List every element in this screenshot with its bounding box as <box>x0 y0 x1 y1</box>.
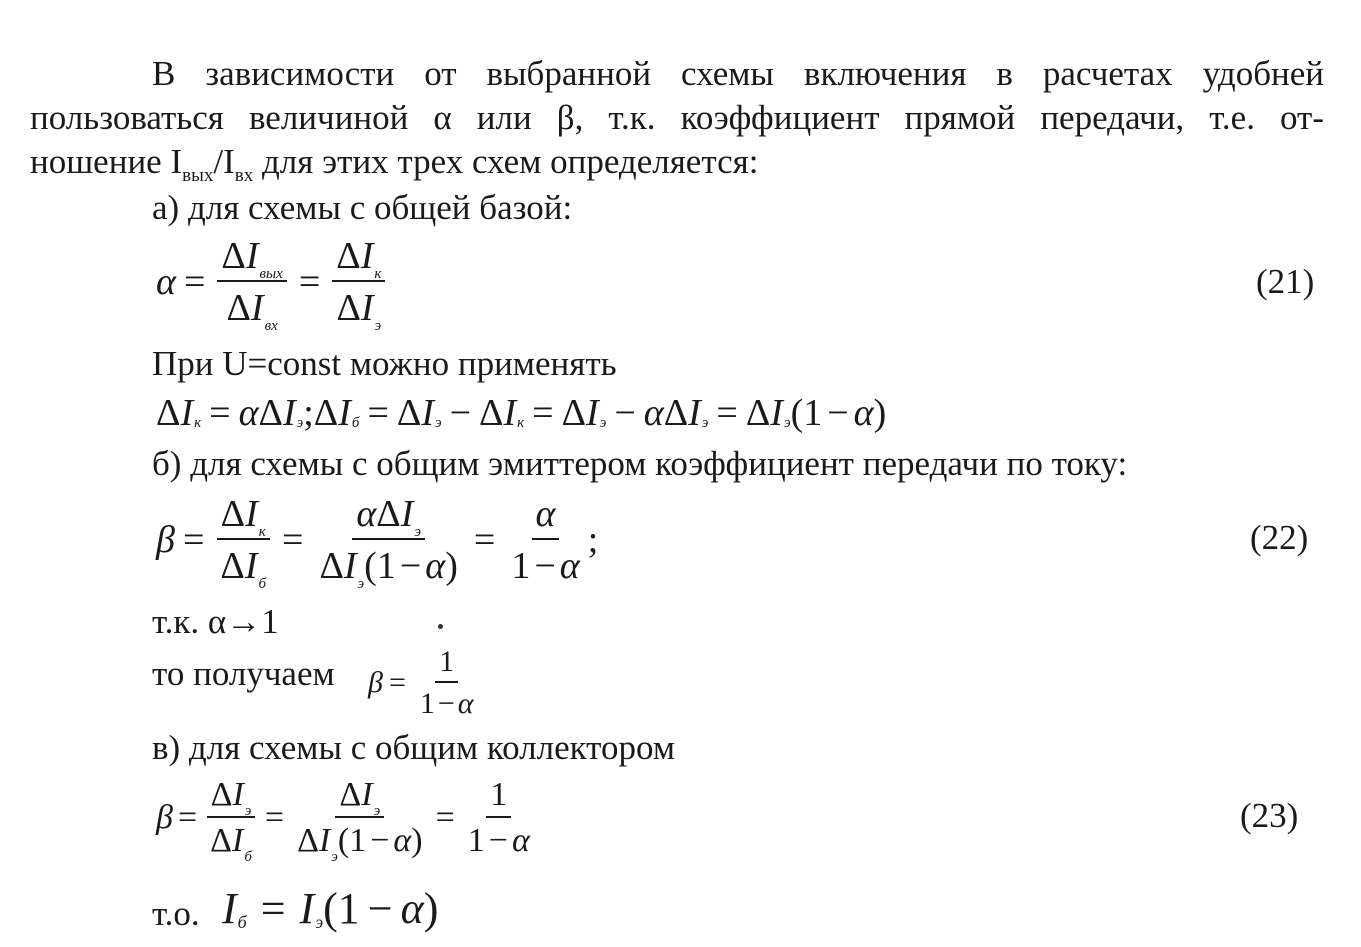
speck-mark <box>438 624 443 629</box>
fraction: $\frac{\Delta I_к}{\Delta I_б}$ <box>216 492 270 588</box>
subscript: вх <box>234 165 254 186</box>
equation-base-current: I б = I э ( 1 − α ) <box>222 883 439 933</box>
fraction: $\frac{\Delta I_э}{\Delta I_э(1 - \alpha)}$ <box>297 776 423 865</box>
fraction: $\frac{\Delta I_{вых}}{\Delta I_{вх}}$ <box>217 234 286 330</box>
equation-beta-limit: β = $\frac{1}{1 - \alpha}$ <box>368 644 482 722</box>
paragraph-line-2: пользоваться величиной α или β, т.к. коэффициент прямой передачи, т.е. от- <box>30 98 1324 137</box>
fraction: $\frac{\Delta I_к}{\Delta I_э}$ <box>332 234 385 330</box>
fraction: $\frac{1}{1 - \alpha}$ <box>467 776 530 859</box>
fraction: $\frac{1}{1 - \alpha}$ <box>419 645 474 720</box>
equation-number-22: (22) <box>1250 518 1309 557</box>
item-b-heading: б) для схемы с общим эмиттером коэффициент передачи по току: <box>152 444 1128 483</box>
equation-number-23: (23) <box>1240 796 1299 835</box>
item-b-note-1: т.к. α→1 <box>152 602 279 641</box>
paragraph-line-3 <box>30 140 758 190</box>
equation-number-21: (21) <box>1256 262 1315 301</box>
text-segment: для этих трех схем определяется: <box>253 142 759 181</box>
equation-22: β = $\frac{\Delta I_к}{\Delta I_б}$ = $\frac{\alpha\Delta I_э}{\Delta I_э(1 - \alpha)}$ = $\frac{\alpha}{1 - \alpha}$ ; <box>156 493 599 592</box>
item-a-note: При U=const можно применять <box>152 344 617 383</box>
item-b-note-2: то получаем <box>152 654 335 693</box>
item-c-heading: в) для схемы с общим коллектором <box>152 728 675 767</box>
beta-symbol: β <box>156 519 175 561</box>
text-segment: ношение I <box>30 142 183 181</box>
item-c-note: т.о. <box>152 894 200 933</box>
equation-current-relations: Δ I к = α Δ I э ; Δ I б = Δ I э − Δ I к = Δ I э − α Δ I э = Δ I э ( 1 − α ) <box>156 392 887 434</box>
fraction: $\frac{\alpha\Delta I_э}{\Delta I_э(1 - \alpha)}$ <box>319 493 458 592</box>
equation-23: β = $\frac{\Delta I_э}{\Delta I_б}$ = $\frac{\Delta I_э}{\Delta I_э(1 - \alpha)}$ = $\frac{1}{1 - \alpha}$ <box>156 772 538 864</box>
item-a-heading: а) для схемы с общей базой: <box>152 188 573 227</box>
text-segment: /I <box>213 142 235 181</box>
fraction: $\frac{\Delta I_э}{\Delta I_б}$ <box>206 776 256 860</box>
paragraph-line-1: В зависимости от выбранной схемы включения в расчетах удобней <box>152 54 1324 93</box>
fraction: $\frac{\alpha}{1 - \alpha}$ <box>511 493 580 587</box>
alpha-symbol: α <box>156 261 176 303</box>
equation-21: α = $\frac{\Delta I_{вых}}{\Delta I_{вх}}$ = $\frac{\Delta I_к}{\Delta I_э}$ <box>156 232 389 332</box>
subscript: вых <box>182 165 214 186</box>
